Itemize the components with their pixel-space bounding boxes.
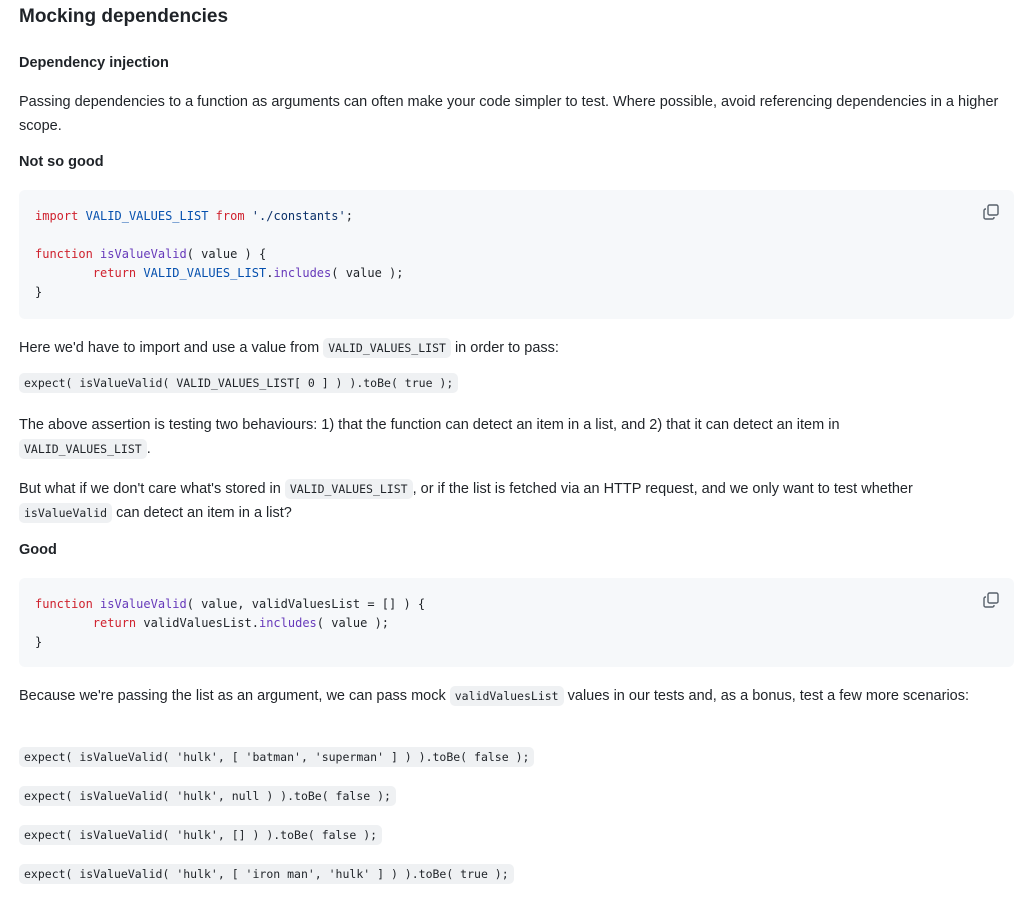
intro-paragraph: Passing dependencies to a function as arguments can often make your code simpler to test. Where possible, avoid referencing dependencies in a higher scope. [19,94,999,134]
inline-code: VALID_VALUES_LIST [19,439,147,459]
not-so-good-label: Not so good [19,154,104,170]
page-title: Mocking dependencies [19,6,229,27]
inline-code: isValueValid [19,503,112,523]
code-line: } [35,285,43,299]
good-label: Good [19,542,57,558]
because-paragraph: Because we're passing the list as an argument, we can pass mock validValuesList values in our tests and, as a bonus, test a few more scenarios: [19,688,970,704]
expect-line: expect( isValueValid( VALID_VALUES_LIST[ 0 ] ) ).toBe( true ); [19,374,458,392]
expect-line: expect( isValueValid( 'hulk', [ 'batman', 'superman' ] ) ).toBe( false ); [19,748,534,766]
import-paragraph: Here we'd have to import and use a value from VALID_VALUES_LIST in order to pass: [19,340,559,356]
code-line: return VALID_VALUES_LIST.includes( value ); [92,266,404,280]
copy-icon[interactable] [982,203,1000,221]
inline-code: VALID_VALUES_LIST [323,338,451,358]
code-line: function isValueValid( value ) { [35,247,267,261]
code-line [35,226,998,245]
code-block-not-so-good [19,190,1014,319]
assertion-paragraph: The above assertion is testing two behaviours: 1) that the function can detect an item in a list, and 2) that it can detect an item in VALID_VALUES_LIST . [19,417,840,457]
code-line: return validValuesList.includes( value ); [92,616,390,630]
inline-code: VALID_VALUES_LIST [285,479,413,499]
code-line: } [35,635,43,649]
inline-code: validValuesList [450,686,564,706]
expect-line: expect( isValueValid( 'hulk', null ) ).toBe( false ); [19,787,396,805]
code-block-good [19,578,1014,667]
section-heading: Dependency injection [19,55,169,71]
but-paragraph: But what if we don't care what's stored in VALID_VALUES_LIST , or if the list is fetched via an HTTP request, and we only want to test whether isValueValid can detect an item in a list? [19,481,913,521]
copy-icon[interactable] [982,591,1000,609]
expect-line: expect( isValueValid( 'hulk', [] ) ).toBe( false ); [19,826,382,844]
expect-line: expect( isValueValid( 'hulk', [ 'iron man', 'hulk' ] ) ).toBe( true ); [19,865,514,883]
code-line: import VALID_VALUES_LIST from './constants'; [35,209,353,223]
code-line: function isValueValid( value, validValuesList = [] ) { [35,597,426,611]
